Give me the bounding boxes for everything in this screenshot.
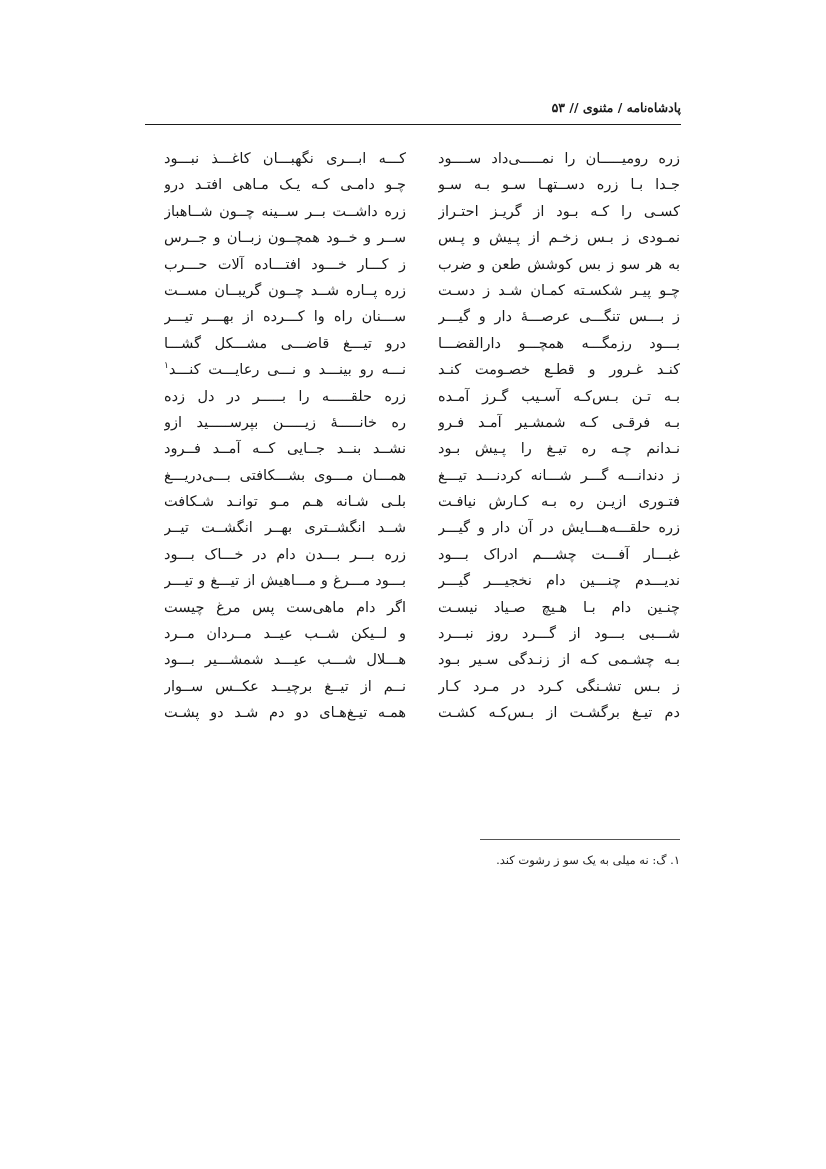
hemistich-left: اگر دام ماهی‌ست پس مرغ چیست <box>164 599 406 616</box>
verse-line <box>164 199 680 225</box>
header-rule <box>145 124 681 125</box>
hemistich-left: زره حلقـــــه را بـــــر در دل زده <box>164 388 406 405</box>
hemistich-right: فتـوری ازیـن ره بـه کـارش نیافـت <box>438 494 680 511</box>
hemistich-right: ز دندانـــه گـــر شـــانه کردنـــد تیـــغ <box>438 467 680 484</box>
footnote-rule <box>480 839 680 840</box>
verse-line <box>164 384 680 410</box>
hemistich-right: بـــود رزمگـــه همچـــو دارالقضـــا <box>438 335 680 352</box>
hemistich-left: کـــه ابـــری نگهبـــان کاغـــذ نبـــود <box>164 151 406 167</box>
verse-line <box>164 278 680 304</box>
hemistich-left: نــم از تیــغ برچیــد عکــس ســوار <box>164 678 406 695</box>
hemistich-left: زره داشــت بــر ســینه چــون شــاهباز <box>164 203 406 220</box>
hemistich-left: نشــد بنــد جــایی کــه آمــد فــرود <box>164 441 406 458</box>
hemistich-right: زره رومیـــــان را نمـــــی‌داد ســــود <box>438 151 680 167</box>
hemistich-right: کنـد غـرور و قطـع خصـومت کنـد <box>438 362 680 379</box>
hemistich-right: زره حلقـــه‌هـــایش در آن دار و گیـــر <box>438 520 680 537</box>
hemistich-right: چـو پیـر شکسـته کمـان شـد ز دسـت <box>438 282 680 299</box>
page-header <box>145 98 681 126</box>
verse-line <box>164 331 680 357</box>
verse-line <box>164 410 680 436</box>
verse-line <box>164 595 680 621</box>
verse-line <box>164 463 680 489</box>
verse-line <box>164 674 680 700</box>
hemistich-left: ســر و خــود همچــون زبــان و جــرس <box>164 230 406 247</box>
running-head: پادشاه‌نامه / مثنوی // ۵۳ <box>551 100 681 115</box>
hemistich-right: دم تیـغ برگشـت از بـس‌کـه کشـت <box>438 705 680 722</box>
verse-line <box>164 304 680 330</box>
hemistich-right: بـه چشـمی کـه از زنـدگی سـیر بـود <box>438 652 680 669</box>
hemistich-left: و لــیکن شــب عیــد مــردان مــرد <box>164 626 406 643</box>
footnote: ۱. گ: نه میلی به یک سو ز رشوت کند. <box>496 853 680 867</box>
hemistich-left: هـــلال شـــب عیـــد شمشـــیر بـــود <box>164 652 406 669</box>
verse-line <box>164 357 680 383</box>
hemistich-right: بـه تـن بـس‌کـه آسـیب گـرز آمـده <box>438 388 680 405</box>
hemistich-left: چـو دامـی کـه یـک مـاهی افتـد درو <box>164 177 406 194</box>
verse-line <box>164 515 680 541</box>
verse-line <box>164 489 680 515</box>
hemistich-right: ز بـس تشـنگی کـرد در مـرد کـار <box>438 678 680 695</box>
hemistich-left: ره خانـــــهٔ زیـــــن بپرســـــید ازو <box>164 414 406 431</box>
hemistich-left: بـــود مـــرغ و مـــاهیش از تیـــغ و تیـــر <box>164 573 406 590</box>
hemistich-right: غبـــار آفـــت چشـــم ادراک بـــود <box>438 546 680 563</box>
hemistich-left: همـه تیـغ‌هـای دو دم شـد دو پشـت <box>164 705 406 722</box>
verse-line <box>164 252 680 278</box>
footnote-marker: ۱ <box>164 361 169 372</box>
hemistich-right: چنـین دام بـا هـیچ صـیاد نیسـت <box>438 599 680 616</box>
hemistich-left: همـــان مـــوی بشـــکافتی بـــی‌دریـــغ <box>164 467 406 484</box>
hemistich-left: بلـی شـانه هـم مـو توانـد شـکافت <box>164 494 406 511</box>
verse-line <box>164 436 680 462</box>
hemistich-right: نـدانم چـه ره تیـغ را پـیش بـود <box>438 441 680 458</box>
hemistich-right: شـــبی بـــود از گـــرد روز نبـــرد <box>438 626 680 643</box>
verse-line <box>164 621 680 647</box>
verse-line <box>164 225 680 251</box>
verse-line <box>164 568 680 594</box>
hemistich-right: کسـی را کـه بـود از گریـز احتـراز <box>438 203 680 220</box>
hemistich-left: درو تیـــغ قاضـــی مشـــکل گشـــا <box>164 335 406 352</box>
hemistich-left: زره بـــر بـــدن دام در خـــاک بـــود <box>164 546 406 563</box>
verse-line <box>164 542 680 568</box>
hemistich-right: بـه فرقـی کـه شمشـیر آمـد فـرو <box>438 414 680 431</box>
hemistich-left: نـــه رو بینـــد و نـــی رعایـــت کنـــد$^۱$ <box>164 361 406 379</box>
hemistich-left: شــد انگشــتری بهــر انگشــت تیــر <box>164 520 406 537</box>
hemistich-left: ز کـــار خـــود افتـــاده آلات حـــرب <box>164 256 406 273</box>
hemistich-right: جـدا بـا زره دســتهـا سـو بـه سـو <box>438 177 680 194</box>
hemistich-left: ســـنان راه وا کـــرده از بهـــر تیـــر <box>164 309 406 326</box>
hemistich-right: ندیـــدم چنـــین دام نخجیـــر گیـــر <box>438 573 680 590</box>
verse-line <box>164 172 680 198</box>
hemistich-right: نمـودی ز بـس زخـم از پـیش و پـس <box>438 230 680 247</box>
verse-line <box>164 146 680 172</box>
verse-line <box>164 647 680 673</box>
hemistich-right: به هر سو ز بس کوشش طعن و ضرب <box>438 256 680 273</box>
hemistich-left: زره پــاره شــد چــون گریبــان مســت <box>164 282 406 299</box>
poem <box>164 146 680 727</box>
hemistich-right: ز بـــس تنگـــی عرصـــهٔ دار و گیـــر <box>438 309 680 326</box>
verse-line <box>164 700 680 726</box>
